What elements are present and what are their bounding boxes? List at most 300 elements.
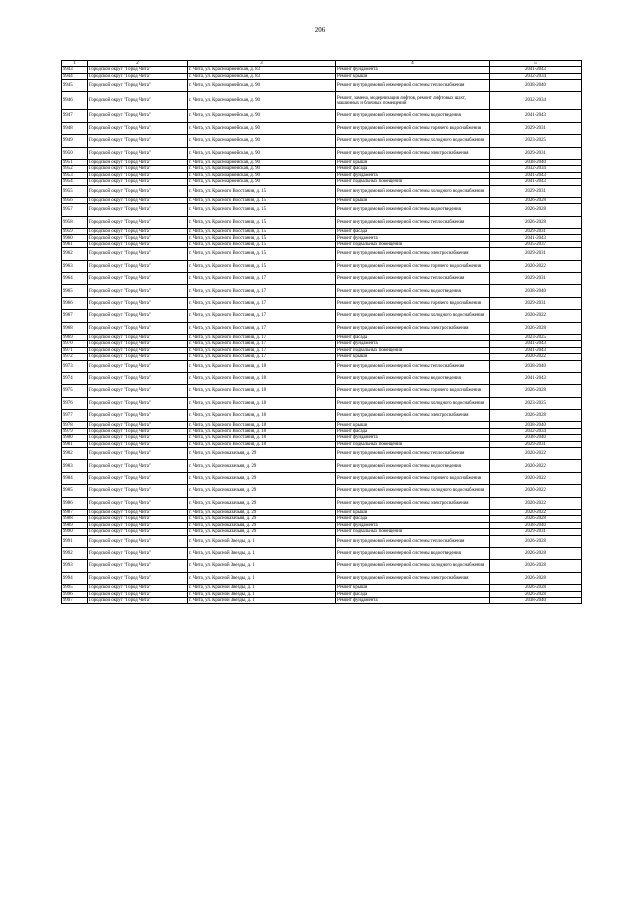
work-type-cell: Ремонт внутридомовой инженерной системы водоотведения [336,547,490,559]
period-cell: 2041-2043 [490,179,582,185]
address-cell: г. Чита, ул. Красного Восстания, д. 17 [188,322,336,334]
period-cell: 2041-2043 [490,235,582,241]
work-type-cell: Ремонт фундамента [336,67,490,73]
municipality-cell: Городской округ "Город Чита" [88,347,188,353]
period-cell: 2023-2025 [490,334,582,340]
row-number-cell: 9971 [62,347,88,353]
table-row [62,597,582,603]
address-cell: г. Чита, ул. Красного Восстания, д. 15 [188,241,336,247]
row-number-cell: 9986 [62,497,88,509]
work-type-cell: Ремонт внутридомовой инженерной системы электроснабжения [336,322,490,334]
municipality-cell: Городской округ "Город Чита" [88,179,188,185]
address-cell: г. Чита, ул. Красноармейская, д. 83 [188,73,336,79]
row-number-cell: 9990 [62,529,88,535]
period-cell: 2026-2028 [490,560,582,572]
address-cell: г. Чита, ул. Красного Восстания, д. 15 [188,260,336,272]
table-row [62,410,582,422]
work-type-cell: Ремонт крыши [336,422,490,428]
address-cell: г. Чита, ул. Красноармейская, д. 90 [188,179,336,185]
row-number-cell: 9962 [62,248,88,260]
table-row [62,122,582,134]
row-number-cell: 9996 [62,591,88,597]
row-number-cell: 9974 [62,372,88,384]
period-cell: 2038-2040 [490,159,582,165]
row-number-cell: 9972 [62,354,88,360]
work-type-cell: Ремонт внутридомовой инженерной системы теплоснабжения [336,273,490,285]
row-number-cell: 9963 [62,260,88,272]
period-cell: 2026-2028 [490,322,582,334]
address-cell: г. Чита, ул. Красноармейская, д. 83 [188,67,336,73]
row-number-cell: 9994 [62,572,88,584]
period-cell: 2038-2040 [490,422,582,428]
period-cell: 2026-2028 [490,216,582,228]
address-cell: г. Чита, ул. Красноармейская, д. 90 [188,79,336,91]
period-cell: 2029-2031 [490,229,582,235]
municipality-cell: Городской округ "Город Чита" [88,572,188,584]
row-number-cell: 9992 [62,547,88,559]
work-type-cell: Ремонт крыши [336,197,490,203]
address-cell: г. Чита, ул. Красного Восстания, д. 17 [188,354,336,360]
page-number: 206 [314,26,326,34]
period-cell: 2029-2031 [490,297,582,309]
address-cell: г. Чита, ул. Красного Восстания, д. 17 [188,310,336,322]
row-number-cell: 9967 [62,310,88,322]
table-row [62,472,582,484]
address-cell: г. Чита, ул. Красного Восстания, д. 18 [188,428,336,434]
row-number-cell: 9995 [62,585,88,591]
work-type-cell: Ремонт внутридомовой инженерной системы холодного водоснабжения [336,185,490,197]
table-row [62,310,582,322]
address-cell: г. Чита, ул. Красноказачьяя, д. 29 [188,448,336,460]
address-cell: г. Чита, ул. Красного Восстания, д. 17 [188,273,336,285]
row-number-cell: 9956 [62,197,88,203]
row-number-cell: 9951 [62,159,88,165]
table-row [62,397,582,409]
work-type-cell: Ремонт внутридомовой инженерной системы теплоснабжения [336,79,490,91]
address-cell: г. Чита, ул. Красного Восстания, д. 18 [188,360,336,372]
work-type-cell: Ремонт, замена, модернизация лифтов, ремонт лифтовых шахт, машинных и блочных помещений [336,92,490,110]
address-cell: г. Чита, ул. Красноармейская, д. 90 [188,110,336,122]
period-cell: 2029-2031 [490,185,582,197]
work-type-cell: Ремонт фундамента [336,172,490,178]
row-number-cell: 9953 [62,172,88,178]
address-cell: г. Чита, ул. Красного Восстания, д. 15 [188,229,336,235]
period-cell: 2041-2043 [490,172,582,178]
table-row [62,92,582,110]
table-row [62,360,582,372]
table-row [62,79,582,91]
row-number-cell: 9985 [62,485,88,497]
municipality-cell: Городской округ "Город Чита" [88,204,188,216]
address-cell: г. Чита, ул. Красного Восстания, д. 18 [188,435,336,441]
row-number-cell: 9976 [62,397,88,409]
address-cell: г. Чита, ул. Красноармейская, д. 90 [188,147,336,159]
table-row [62,135,582,147]
period-cell: 2026-2028 [490,385,582,397]
table-row [62,260,582,272]
table-row [62,372,582,384]
period-cell: 2026-2028 [490,591,582,597]
row-number-cell: 9964 [62,273,88,285]
address-cell: г. Чита, ул. Красноармейская, д. 90 [188,159,336,165]
work-type-cell: Ремонт внутридомовой инженерной системы теплоснабжения [336,360,490,372]
work-type-cell: Ремонт крыши [336,585,490,591]
row-number-cell: 9987 [62,510,88,516]
municipality-cell: Городской округ "Город Чита" [88,92,188,110]
row-number-cell: 9993 [62,560,88,572]
period-cell: 2041-2043 [490,347,582,353]
row-number-cell: 9957 [62,204,88,216]
period-cell: 2038-2040 [490,435,582,441]
period-cell: 2026-2028 [490,535,582,547]
work-type-cell: Ремонт внутридомовой инженерной системы холодного водоснабжения [336,560,490,572]
municipality-cell: Городской округ "Город Чита" [88,585,188,591]
municipality-cell: Городской округ "Город Чита" [88,122,188,134]
row-number-cell: 9961 [62,241,88,247]
work-type-cell: Ремонт подвальных помещений [336,241,490,247]
municipality-cell: Городской округ "Город Чита" [88,360,188,372]
address-cell: г. Чита, ул. Красного Восстания, д. 15 [188,248,336,260]
period-cell: 2020-2022 [490,448,582,460]
row-number-cell: 9966 [62,297,88,309]
municipality-cell: Городской округ "Город Чита" [88,354,188,360]
work-type-cell: Ремонт внутридомовой инженерной системы горячего водоснабжения [336,297,490,309]
work-type-cell: Ремонт внутридомовой инженерной системы горячего водоснабжения [336,385,490,397]
municipality-cell: Городской округ "Город Чита" [88,341,188,347]
municipality-cell: Городской округ "Город Чита" [88,372,188,384]
row-number-cell: 9991 [62,535,88,547]
table-row [62,560,582,572]
address-cell: г. Чита, ул. Красного Восстания, д. 17 [188,334,336,340]
row-number-cell: 9997 [62,597,88,603]
column-header: 1 [62,61,88,67]
address-cell: г. Чита, ул. Красной Звезды, д. 1 [188,572,336,584]
municipality-cell: Городской округ "Город Чита" [88,472,188,484]
address-cell: г. Чита, ул. Красной Звезды, д. 1 [188,585,336,591]
address-cell: г. Чита, ул. Красноказачьяя, д. 29 [188,516,336,522]
table-row [62,216,582,228]
table-row [62,297,582,309]
table-row [62,385,582,397]
work-type-cell: Ремонт внутридомовой инженерной системы электроснабжения [336,572,490,584]
work-type-cell: Ремонт подвальных помещений [336,529,490,535]
address-cell: г. Чита, ул. Красного Восстания, д. 17 [188,297,336,309]
period-cell: 2041-2043 [490,372,582,384]
row-number-cell: 9978 [62,422,88,428]
municipality-cell: Городской округ "Город Чита" [88,197,188,203]
work-type-cell: Ремонт фасада [336,591,490,597]
municipality-cell: Городской округ "Город Чита" [88,441,188,447]
work-type-cell: Ремонт крыши [336,73,490,79]
table-row [62,248,582,260]
municipality-cell: Городской округ "Город Чита" [88,159,188,165]
municipality-cell: Городской округ "Город Чита" [88,248,188,260]
municipality-cell: Городской округ "Город Чита" [88,497,188,509]
row-number-cell: 9947 [62,110,88,122]
work-type-cell: Ремонт подвальных помещений [336,347,490,353]
period-cell: 2029-2031 [490,273,582,285]
municipality-cell: Городской округ "Город Чита" [88,334,188,340]
municipality-cell: Городской округ "Город Чита" [88,260,188,272]
work-type-cell: Ремонт внутридомовой инженерной системы холодного водоснабжения [336,135,490,147]
address-cell: г. Чита, ул. Красной Звезды, д. 1 [188,560,336,572]
period-cell: 2029-2031 [490,147,582,159]
period-cell: 2026-2028 [490,410,582,422]
row-number-cell: 9965 [62,285,88,297]
municipality-cell: Городской округ "Город Чита" [88,147,188,159]
period-cell: 2041-2043 [490,67,582,73]
address-cell: г. Чита, ул. Красного Восстания, д. 17 [188,347,336,353]
row-number-cell: 9950 [62,147,88,159]
period-cell: 2041-2043 [490,110,582,122]
municipality-cell: Городской округ "Город Чита" [88,522,188,528]
work-type-cell: Ремонт внутридомовой инженерной системы электроснабжения [336,497,490,509]
municipality-cell: Городской округ "Город Чита" [88,529,188,535]
work-type-cell: Ремонт внутридомовой инженерной системы электроснабжения [336,410,490,422]
municipality-cell: Городской округ "Город Чита" [88,516,188,522]
address-cell: г. Чита, ул. Красноказачьяя, д. 29 [188,529,336,535]
work-type-cell: Ремонт внутридомовой инженерной системы электроснабжения [336,248,490,260]
row-number-cell: 9955 [62,185,88,197]
municipality-cell: Городской округ "Город Чита" [88,448,188,460]
work-type-cell: Ремонт внутридомовой инженерной системы водоотведения [336,110,490,122]
row-number-cell: 9946 [62,92,88,110]
period-cell: 2026-2028 [490,516,582,522]
work-type-cell: Ремонт крыши [336,510,490,516]
table-row [62,460,582,472]
period-cell: 2038-2040 [490,360,582,372]
row-number-cell: 9970 [62,341,88,347]
row-number-cell: 9969 [62,334,88,340]
table-row [62,448,582,460]
table-row [62,110,582,122]
table-row [62,572,582,584]
municipality-cell: Городской округ "Город Чита" [88,73,188,79]
work-type-cell: Ремонт подвальных помещений [336,441,490,447]
period-cell: 2020-2022 [490,510,582,516]
work-type-cell: Ремонт внутридомовой инженерной системы холодного водоснабжения [336,310,490,322]
row-number-cell: 9944 [62,73,88,79]
period-cell: 2038-2040 [490,522,582,528]
period-cell: 2023-2025 [490,135,582,147]
address-cell: г. Чита, ул. Красноармейская, д. 90 [188,135,336,147]
row-number-cell: 9958 [62,216,88,228]
table-row [62,147,582,159]
period-cell: 2020-2022 [490,485,582,497]
table-row [62,485,582,497]
municipality-cell: Городской округ "Город Чита" [88,166,188,172]
work-type-cell: Ремонт внутридомовой инженерной системы водоотведения [336,460,490,472]
row-number-cell: 9982 [62,448,88,460]
period-cell: 2038-2040 [490,79,582,91]
row-number-cell: 9945 [62,79,88,91]
address-cell: г. Чита, ул. Красноармейская, д. 90 [188,122,336,134]
table-row [62,204,582,216]
address-cell: г. Чита, ул. Красноказачьяя, д. 29 [188,460,336,472]
municipality-cell: Городской округ "Город Чита" [88,79,188,91]
address-cell: г. Чита, ул. Красной Звезды, д. 1 [188,591,336,597]
municipality-cell: Городской округ "Город Чита" [88,597,188,603]
work-type-cell: Ремонт внутридомовой инженерной системы водоотведения [336,285,490,297]
row-number-cell: 9960 [62,235,88,241]
address-cell: г. Чита, ул. Красноказачьяя, д. 29 [188,497,336,509]
period-cell: 2032-2034 [490,92,582,110]
table-row [62,322,582,334]
municipality-cell: Городской округ "Город Чита" [88,535,188,547]
work-type-cell: Ремонт крыши [336,159,490,165]
municipality-cell: Городской округ "Город Чита" [88,385,188,397]
municipality-cell: Городской округ "Город Чита" [88,285,188,297]
table-row [62,535,582,547]
address-cell: г. Чита, ул. Красного Восстания, д. 15 [188,216,336,228]
work-type-cell: Ремонт внутридомовой инженерной системы теплоснабжения [336,535,490,547]
period-cell: 2041-2043 [490,341,582,347]
municipality-cell: Городской округ "Город Чита" [88,460,188,472]
table-row [62,185,582,197]
municipality-cell: Городской округ "Город Чита" [88,310,188,322]
period-cell: 2029-2031 [490,441,582,447]
address-cell: г. Чита, ул. Красного Восстания, д. 17 [188,341,336,347]
table-row [62,285,582,297]
column-header: 5 [490,61,582,67]
work-type-cell: Ремонт подвальных помещений [336,179,490,185]
municipality-cell: Городской округ "Город Чита" [88,428,188,434]
address-cell: г. Чита, ул. Красноармейская, д. 90 [188,166,336,172]
municipality-cell: Городской округ "Город Чита" [88,135,188,147]
work-type-cell: Ремонт внутридомовой инженерной системы теплоснабжения [336,216,490,228]
row-number-cell: 9973 [62,360,88,372]
municipality-cell: Городской округ "Город Чита" [88,67,188,73]
column-header: 3 [188,61,336,67]
table-row [62,273,582,285]
municipality-cell: Городской округ "Город Чита" [88,297,188,309]
municipality-cell: Городской округ "Город Чита" [88,485,188,497]
address-cell: г. Чита, ул. Красного Восстания, д. 18 [188,410,336,422]
table-row [62,547,582,559]
period-cell: 2020-2022 [490,354,582,360]
municipality-cell: Городской округ "Город Чита" [88,510,188,516]
work-type-cell: Ремонт фундамента [336,597,490,603]
repair-schedule-table [61,60,582,604]
period-cell: 2035-2037 [490,241,582,247]
period-cell: 2026-2028 [490,585,582,591]
row-number-cell: 9952 [62,166,88,172]
address-cell: г. Чита, ул. Красного Восстания, д. 15 [188,197,336,203]
work-type-cell: Ремонт фасада [336,334,490,340]
row-number-cell: 9975 [62,385,88,397]
municipality-cell: Городской округ "Город Чита" [88,322,188,334]
address-cell: г. Чита, ул. Красного Восстания, д. 18 [188,441,336,447]
row-number-cell: 9968 [62,322,88,334]
address-cell: г. Чита, ул. Красноказачьяя, д. 29 [188,485,336,497]
period-cell: 2026-2028 [490,572,582,584]
address-cell: г. Чита, ул. Красноказачьяя, д. 29 [188,522,336,528]
period-cell: 2032-2034 [490,166,582,172]
row-number-cell: 9948 [62,122,88,134]
work-type-cell: Ремонт фундамента [336,435,490,441]
period-cell: 2029-2031 [490,529,582,535]
municipality-cell: Городской округ "Город Чита" [88,422,188,428]
period-cell: 2026-2028 [490,204,582,216]
column-header: 2 [88,61,188,67]
period-cell: 2029-2031 [490,122,582,134]
work-type-cell: Ремонт внутридомовой инженерной системы холодного водоснабжения [336,485,490,497]
column-header: 4 [336,61,490,67]
table-row [62,497,582,509]
municipality-cell: Городской округ "Город Чита" [88,273,188,285]
row-number-cell: 9954 [62,179,88,185]
row-number-cell: 9949 [62,135,88,147]
period-cell: 2032-2034 [490,428,582,434]
row-number-cell: 9988 [62,516,88,522]
row-number-cell: 9983 [62,460,88,472]
table-body [62,67,582,604]
work-type-cell: Ремонт фасада [336,229,490,235]
row-number-cell: 9984 [62,472,88,484]
period-cell: 2026-2028 [490,547,582,559]
period-cell: 2020-2022 [490,310,582,322]
row-number-cell: 9943 [62,67,88,73]
period-cell: 2020-2022 [490,497,582,509]
work-type-cell: Ремонт внутридомовой инженерной системы горячего водоснабжения [336,260,490,272]
municipality-cell: Городской округ "Город Чита" [88,229,188,235]
municipality-cell: Городской округ "Город Чита" [88,185,188,197]
period-cell: 2020-2022 [490,260,582,272]
address-cell: г. Чита, ул. Красного Восстания, д. 18 [188,397,336,409]
address-cell: г. Чита, ул. Красной Звезды, д. 1 [188,597,336,603]
work-type-cell: Ремонт фасада [336,166,490,172]
address-cell: г. Чита, ул. Красноказачьяя, д. 29 [188,472,336,484]
address-cell: г. Чита, ул. Красноармейская, д. 90 [188,172,336,178]
address-cell: г. Чита, ул. Красноказачьяя, д. 29 [188,510,336,516]
row-number-cell: 9980 [62,435,88,441]
municipality-cell: Городской округ "Город Чита" [88,435,188,441]
work-type-cell: Ремонт внутридомовой инженерной системы горячего водоснабжения [336,122,490,134]
municipality-cell: Городской округ "Город Чита" [88,547,188,559]
period-cell: 2023-2025 [490,397,582,409]
work-type-cell: Ремонт внутридомовой инженерной системы теплоснабжения [336,448,490,460]
municipality-cell: Городской округ "Город Чита" [88,410,188,422]
municipality-cell: Городской округ "Город Чита" [88,591,188,597]
municipality-cell: Городской округ "Город Чита" [88,560,188,572]
row-number-cell: 9981 [62,441,88,447]
address-cell: г. Чита, ул. Красноармейская, д. 90 [188,92,336,110]
work-type-cell: Ремонт фасада [336,428,490,434]
address-cell: г. Чита, ул. Красного Восстания, д. 18 [188,422,336,428]
municipality-cell: Городской округ "Город Чита" [88,241,188,247]
address-cell: г. Чита, ул. Красного Восстания, д. 15 [188,204,336,216]
period-cell: 2020-2022 [490,472,582,484]
work-type-cell: Ремонт фундамента [336,235,490,241]
work-type-cell: Ремонт внутридомовой инженерной системы горячего водоснабжения [336,472,490,484]
work-type-cell: Ремонт фундамента [336,341,490,347]
row-number-cell: 9989 [62,522,88,528]
address-cell: г. Чита, ул. Красной Звезды, д. 1 [188,547,336,559]
work-type-cell: Ремонт фасада [336,516,490,522]
row-number-cell: 9959 [62,229,88,235]
row-number-cell: 9979 [62,428,88,434]
work-type-cell: Ремонт фундамента [336,522,490,528]
address-cell: г. Чита, ул. Красного Восстания, д. 15 [188,185,336,197]
period-cell: 2038-2040 [490,285,582,297]
address-cell: г. Чита, ул. Красной Звезды, д. 1 [188,535,336,547]
municipality-cell: Городской округ "Город Чита" [88,172,188,178]
period-cell: 2038-2040 [490,597,582,603]
municipality-cell: Городской округ "Город Чита" [88,216,188,228]
work-type-cell: Ремонт внутридомовой инженерной системы водоотведения [336,372,490,384]
address-cell: г. Чита, ул. Красного Восстания, д. 18 [188,372,336,384]
row-number-cell: 9977 [62,410,88,422]
